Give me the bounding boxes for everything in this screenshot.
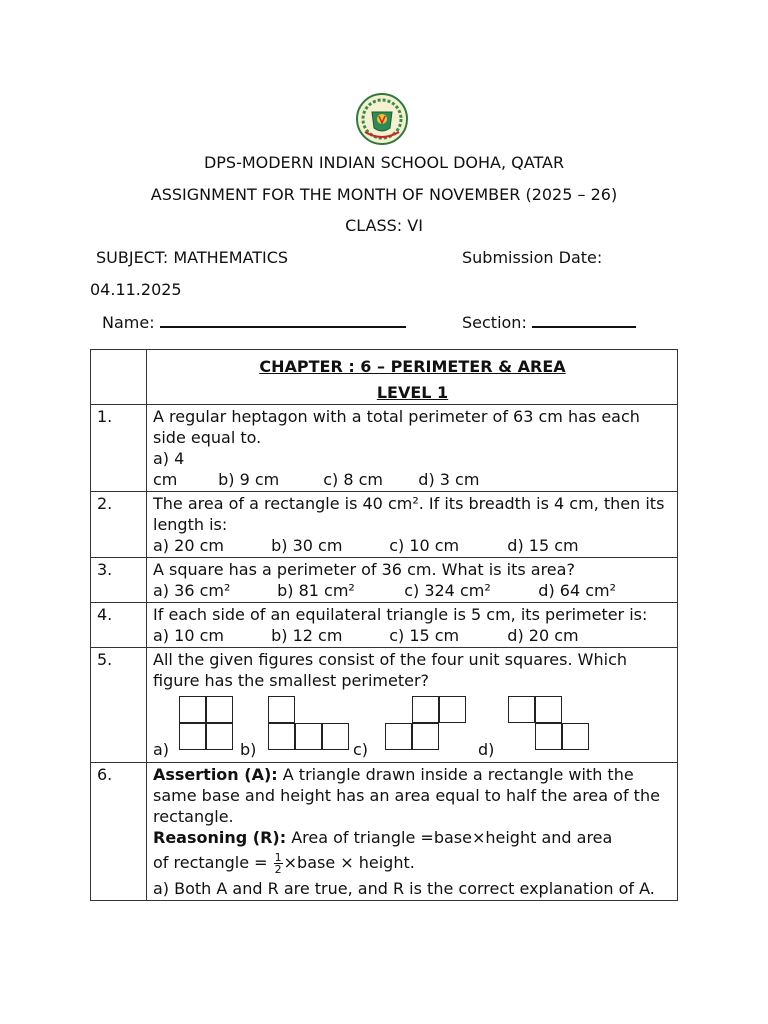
assertion-label: Assertion (A): (153, 765, 278, 784)
option-b: b) 12 cm (271, 626, 343, 645)
header-title-cell (147, 350, 678, 405)
question-options (153, 580, 672, 601)
reasoning-label: Reasoning (R): (153, 828, 287, 847)
unit-square (268, 696, 295, 723)
option-d: d) 20 cm (507, 626, 579, 645)
question-number: 6. (91, 763, 147, 901)
unit-square (562, 723, 589, 750)
submission-date: 04.11.2025 (90, 280, 182, 299)
option-c: c) 10 cm (389, 536, 460, 555)
figure-label-c: c) (353, 740, 369, 759)
assertion (153, 764, 672, 827)
name-blank[interactable] (160, 312, 406, 328)
question-cell (147, 405, 678, 492)
unit-square (535, 696, 562, 723)
question-number: 5. (91, 648, 147, 763)
reasoning-text-2: of rectangle = (153, 853, 268, 872)
question-options (153, 448, 672, 490)
option-a: a) 10 cm (153, 626, 224, 645)
submission-label: Submission Date: (462, 248, 603, 267)
subject-label: SUBJECT: MATHEMATICS (96, 248, 289, 267)
unit-square (412, 696, 439, 723)
table-row (91, 558, 678, 603)
option-c: c) 15 cm (389, 626, 460, 645)
fraction-denominator: 2 (274, 863, 282, 876)
figures-row (153, 691, 672, 761)
header-num-cell (91, 350, 147, 405)
question-text: A square has a perimeter of 36 cm. What is its area? (153, 560, 575, 579)
figure-label-a: a) (153, 740, 170, 759)
assertion-text: A triangle drawn inside a rectangle with the same base and height has an area equal to half the area of the rectangle. (153, 765, 660, 826)
table-row (91, 492, 678, 558)
option-b: b) 30 cm (271, 536, 343, 555)
question-options (153, 625, 672, 646)
reasoning (153, 827, 672, 848)
option-c: c) 8 cm (323, 470, 383, 489)
section-field[interactable] (462, 312, 636, 332)
option-b: b) 81 cm² (277, 581, 355, 600)
name-field[interactable] (102, 312, 406, 332)
unit-square (385, 723, 412, 750)
unit-square (412, 723, 439, 750)
unit-square (322, 723, 349, 750)
reasoning-text-3: ×base × height. (283, 853, 415, 872)
table-header-row (91, 350, 678, 405)
chapter-title: CHAPTER : 6 – PERIMETER & AREA (259, 357, 566, 376)
question-number: 3. (91, 558, 147, 603)
option-d: d) 3 cm (418, 470, 480, 489)
question-cell (147, 603, 678, 648)
question-text: A regular heptagon with a total perimeter of 63 cm has each side equal to. (153, 407, 640, 447)
class-label: CLASS: VI (345, 216, 423, 235)
section-blank[interactable] (532, 312, 636, 328)
table-row (91, 405, 678, 492)
reasoning-continued (153, 848, 672, 878)
unit-square (179, 696, 206, 723)
question-text: All the given figures consist of the four unit squares. Which figure has the smallest perimeter? (153, 650, 627, 690)
fraction-numerator: 1 (274, 851, 282, 864)
question-cell (147, 492, 678, 558)
unit-square (268, 723, 295, 750)
questions-table (90, 349, 678, 901)
question-text: If each side of an equilateral triangle is 5 cm, its perimeter is: (153, 605, 648, 624)
table-row (91, 603, 678, 648)
option-a: a) Both A and R are true, and R is the correct explanation of A. (153, 879, 655, 898)
unit-square (179, 723, 206, 750)
level-title: LEVEL 1 (376, 383, 449, 402)
option-a: a) 4 cm (153, 449, 185, 489)
question-number: 4. (91, 603, 147, 648)
figure-label-d: d) (478, 740, 495, 759)
section-label: Section: (462, 313, 527, 332)
school-name: DPS-MODERN INDIAN SCHOOL DOHA, QATAR (203, 153, 565, 172)
question-text: The area of a rectangle is 40 cm². If its breadth is 4 cm, then its length is: (153, 494, 665, 534)
unit-square (206, 723, 233, 750)
unit-square (535, 723, 562, 750)
option-b: b) 9 cm (218, 470, 280, 489)
option-c: c) 324 cm² (404, 581, 491, 600)
reasoning-text: Area of triangle =base×height and area (291, 828, 613, 847)
school-logo-icon (355, 92, 409, 146)
unit-square (439, 696, 466, 723)
table-row (91, 648, 678, 763)
option-d: d) 15 cm (507, 536, 579, 555)
option-a: a) 36 cm² (153, 581, 231, 600)
fraction-half (274, 852, 283, 875)
table-row (91, 763, 678, 901)
unit-square (508, 696, 535, 723)
question-number: 1. (91, 405, 147, 492)
question-cell (147, 558, 678, 603)
name-label: Name: (102, 313, 155, 332)
option-a: a) 20 cm (153, 536, 224, 555)
question-number: 2. (91, 492, 147, 558)
question-options (153, 535, 672, 556)
unit-square (206, 696, 233, 723)
question-cell (147, 648, 678, 763)
question-cell (147, 763, 678, 901)
unit-square (295, 723, 322, 750)
option-d: d) 64 cm² (538, 581, 617, 600)
figure-label-b: b) (240, 740, 257, 759)
assignment-title: ASSIGNMENT FOR THE MONTH OF NOVEMBER (2025 – 26) (150, 185, 618, 204)
